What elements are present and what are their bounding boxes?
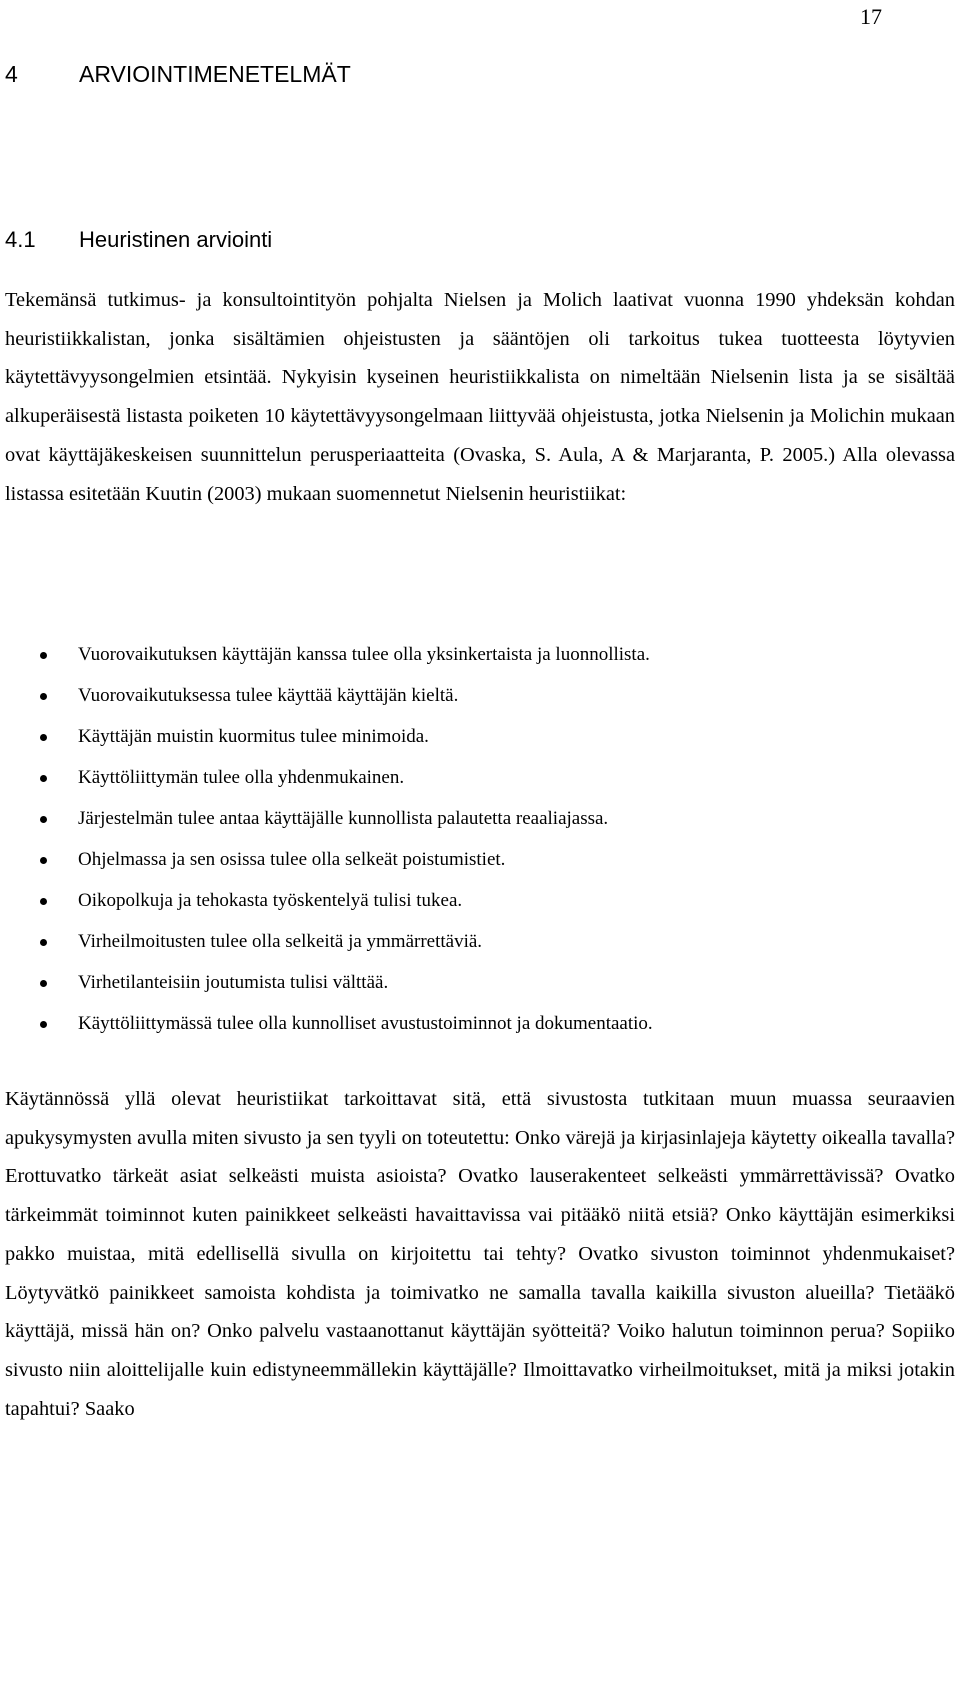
chapter-number: 4 <box>5 61 18 87</box>
list-item <box>40 965 940 1006</box>
list-item-text: Järjestelmän tulee antaa käyttäjälle kunnollista palautetta reaaliajassa. <box>78 808 609 829</box>
list-item-text: Virheilmoitusten tulee olla selkeitä ja ymmärrettäviä. <box>78 931 483 952</box>
bullet-icon <box>40 939 47 946</box>
list-item-text: Käyttöliittymässä tulee olla kunnolliset avustustoiminnot ja dokumentaatio. <box>78 1013 653 1034</box>
section-title: Heuristinen arviointi <box>79 227 273 252</box>
list-item <box>40 678 940 719</box>
heuristics-list <box>40 637 940 1047</box>
list-item <box>40 760 940 801</box>
bullet-icon <box>40 816 47 823</box>
bullet-icon <box>40 775 47 782</box>
section-number: 4.1 <box>5 227 36 252</box>
list-item-text: Oikopolkuja ja tehokasta työskentelyä tulisi tukea. <box>78 890 463 911</box>
body-paragraph: Käytännössä yllä olevat heuristiikat tarkoittavat sitä, että sivustosta tutkitaan muun muassa seuraavien apukysymysten avulla miten sivusto ja sen tyyli on toteutettu: Onko värejä ja kirjasinlajeja käytetty oikealla tavalla? Erottuvatko tärkeät asiat selkeästi muista asioista? Ovatko lauserakenteet selkeästi ymmärrettävissä? Ovatko tärkeimmät toiminnot kuten painikkeet selkeästi havaittavissa vai pitääkö niitä etsiä? Onko käyttäjän esimerkiksi pakko muistaa, mitä edellisellä sivulla on kirjoitettu tai tehty? Ovatko sivuston toiminnot yhdenmukaiset? Löytyvätkö painikkeet samoista kohdista ja toimivatko ne samalla tavalla kaikilla sivuston alueilla? Tietääkö käyttäjä, missä hän on? Onko palvelu vastaanottanut käyttäjän syötteitä? Voiko halutun toiminnon perua? Sopiiko sivusto niin aloittelijalle kuin edistyneemmällekin käyttäjälle? Ilmoittavatko virheilmoitukset, mitä ja miksi jotakin tapahtui? Saako <box>5 1088 955 1420</box>
bullet-icon <box>40 652 47 659</box>
bullet-icon <box>40 693 47 700</box>
list-item-text: Käyttöliittymän tulee olla yhdenmukainen. <box>78 767 405 788</box>
chapter-title: ARVIOINTIMENETELMÄT <box>79 61 351 87</box>
section-heading <box>5 225 272 255</box>
list-item-text: Vuorovaikutuksessa tulee käyttää käyttäjän kieltä. <box>78 685 459 706</box>
bullet-icon <box>40 980 47 987</box>
list-item <box>40 842 940 883</box>
list-item <box>40 637 940 678</box>
list-item <box>40 883 940 924</box>
list-item-text: Virhetilanteisiin joutumista tulisi välttää. <box>78 972 389 993</box>
list-item <box>40 1006 940 1047</box>
list-item-text: Vuorovaikutuksen käyttäjän kanssa tulee olla yksinkertaista ja luonnollista. <box>78 644 650 665</box>
bullet-icon <box>40 1021 47 1028</box>
list-item-text: Ohjelmassa ja sen osissa tulee olla selkeät poistumistiet. <box>78 849 506 870</box>
page-number: 17 <box>860 4 882 29</box>
list-item <box>40 924 940 965</box>
list-item <box>40 719 940 760</box>
bullet-icon <box>40 734 47 741</box>
bullet-icon <box>40 898 47 905</box>
intro-paragraph: Tekemänsä tutkimus- ja konsultointityön pohjalta Nielsen ja Molich laativat vuonna 1990 yhdeksän kohdan heuristiikkalistan, jonka sisältämien ohjeistusten ja sääntöjen oli tarkoitus tukea tuotteesta löytyvien käytettävyysongelmien etsintää. Nykyisin kyseinen heuristiikkalista on nimeltään Nielsenin lista ja se sisältää alkuperäisestä listasta poiketen 10 käytettävyysongelmaan liittyvää ohjeistusta, jotka Nielsenin ja Molichin mukaan ovat käyttäjäkeskeisen suunnittelun perusperiaatteita (Ovaska, S. Aula, A & Marjaranta, P. 2005.) Alla olevassa listassa esitetään Kuutin (2003) mukaan suomennetut Nielsenin heuristiikat: <box>5 289 955 505</box>
bullet-icon <box>40 857 47 864</box>
list-item <box>40 801 940 842</box>
chapter-heading <box>5 59 351 89</box>
list-item-text: Käyttäjän muistin kuormitus tulee minimoida. <box>78 726 429 747</box>
